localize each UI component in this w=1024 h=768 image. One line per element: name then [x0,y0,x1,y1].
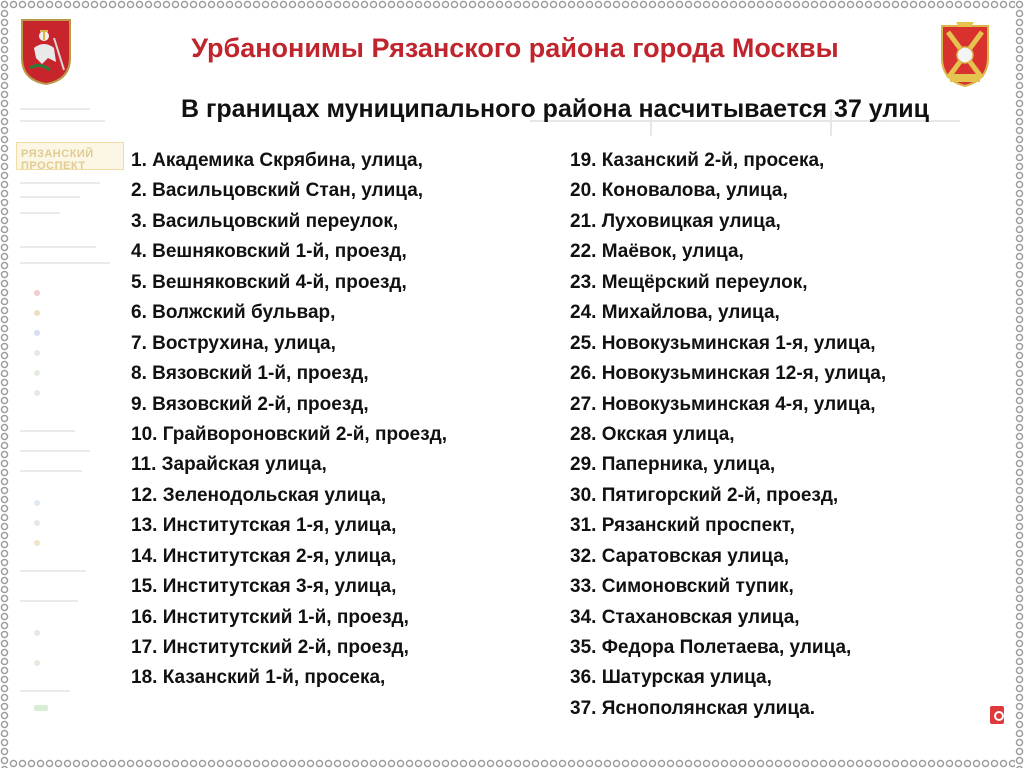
list-item: 5. Вешняковский 4-й, проезд, [131,271,407,293]
list-item: 29. Паперника, улица, [570,454,776,476]
list-item: 37. Яснополянская улица. [570,697,816,719]
list-item: 30. Пятигорский 2-й, проезд, [570,484,839,506]
list-item: 13. Институтская 1-я, улица, [131,515,397,537]
list-item: 3. Васильцовский переулок, [131,210,399,232]
list-item: 25. Новокузьминская 1-я, улица, [570,332,876,354]
list-item: 17. Институтский 2-й, проезд, [131,637,409,658]
list-item: 33. Симоновский тупик, [570,576,794,598]
moscow-coat-of-arms-icon [20,18,72,86]
background-map-label: РЯЗАНСКИЙ ПРОСПЕКТ [21,148,94,172]
list-item: 28. Окская улица, [570,423,735,445]
list-item: 7. Вострухина, улица, [131,332,336,354]
list-item: 34. Стахановская улица, [570,606,800,628]
list-item: 15. Институтская 3-я, улица, [131,576,397,598]
decorative-border-left [0,0,9,768]
list-item: 1. Академика Скрябина, улица, [131,150,423,171]
list-item: 24. Михайлова, улица, [570,302,780,324]
corner-badge-icon [990,706,1004,724]
list-item: 20. Коновалова, улица, [570,180,788,202]
decorative-border-bottom [0,759,1024,768]
list-item: 23. Мещёрский переулок, [570,271,808,293]
background-map-legend [12,100,122,720]
background-map-plate [16,142,124,170]
street-list-left [131,146,551,694]
list-item: 26. Новокузьминская 12-я, улица, [570,363,887,385]
list-item: 27. Новокузьминская 4-я, улица, [570,393,876,415]
list-item: 8. Вязовский 1-й, проезд, [131,363,369,385]
list-item: 32. Саратовская улица, [570,545,790,567]
list-item: 35. Федора Полетаева, улица, [570,637,852,658]
list-item: 31. Рязанский проспект, [570,515,795,537]
ryazansky-district-coat-of-arms-icon [936,18,994,88]
list-item: 22. Маёвок, улица, [570,241,744,263]
decorative-border-top [0,0,1024,9]
slide-subtitle: В границах муниципального района насчитывается 37 улиц [181,95,929,123]
list-item: 19. Казанский 2-й, просека, [570,150,825,171]
list-item: 18. Казанский 1-й, просека, [131,667,386,689]
list-item: 2. Васильцовский Стан, улица, [131,180,424,202]
decorative-border-right [1015,0,1024,768]
list-item: 4. Вешняковский 1-й, проезд, [131,241,407,263]
list-item: 9. Вязовский 2-й, проезд, [131,393,369,415]
slide-title: Урбанонимы Рязанского района города Москвы [191,33,839,63]
list-item: 16. Институтский 1-й, проезд, [131,606,409,628]
list-item: 11. Зарайская улица, [131,454,327,476]
list-item: 12. Зеленодольская улица, [131,484,387,506]
list-item: 36. Шатурская улица, [570,667,772,689]
list-item: 21. Луховицкая улица, [570,210,781,232]
list-item: 10. Грайвороновский 2-й, проезд, [131,423,448,445]
list-item: 6. Волжский бульвар, [131,302,336,324]
list-item: 14. Институтская 2-я, улица, [131,545,397,567]
street-list-right [570,146,1000,724]
